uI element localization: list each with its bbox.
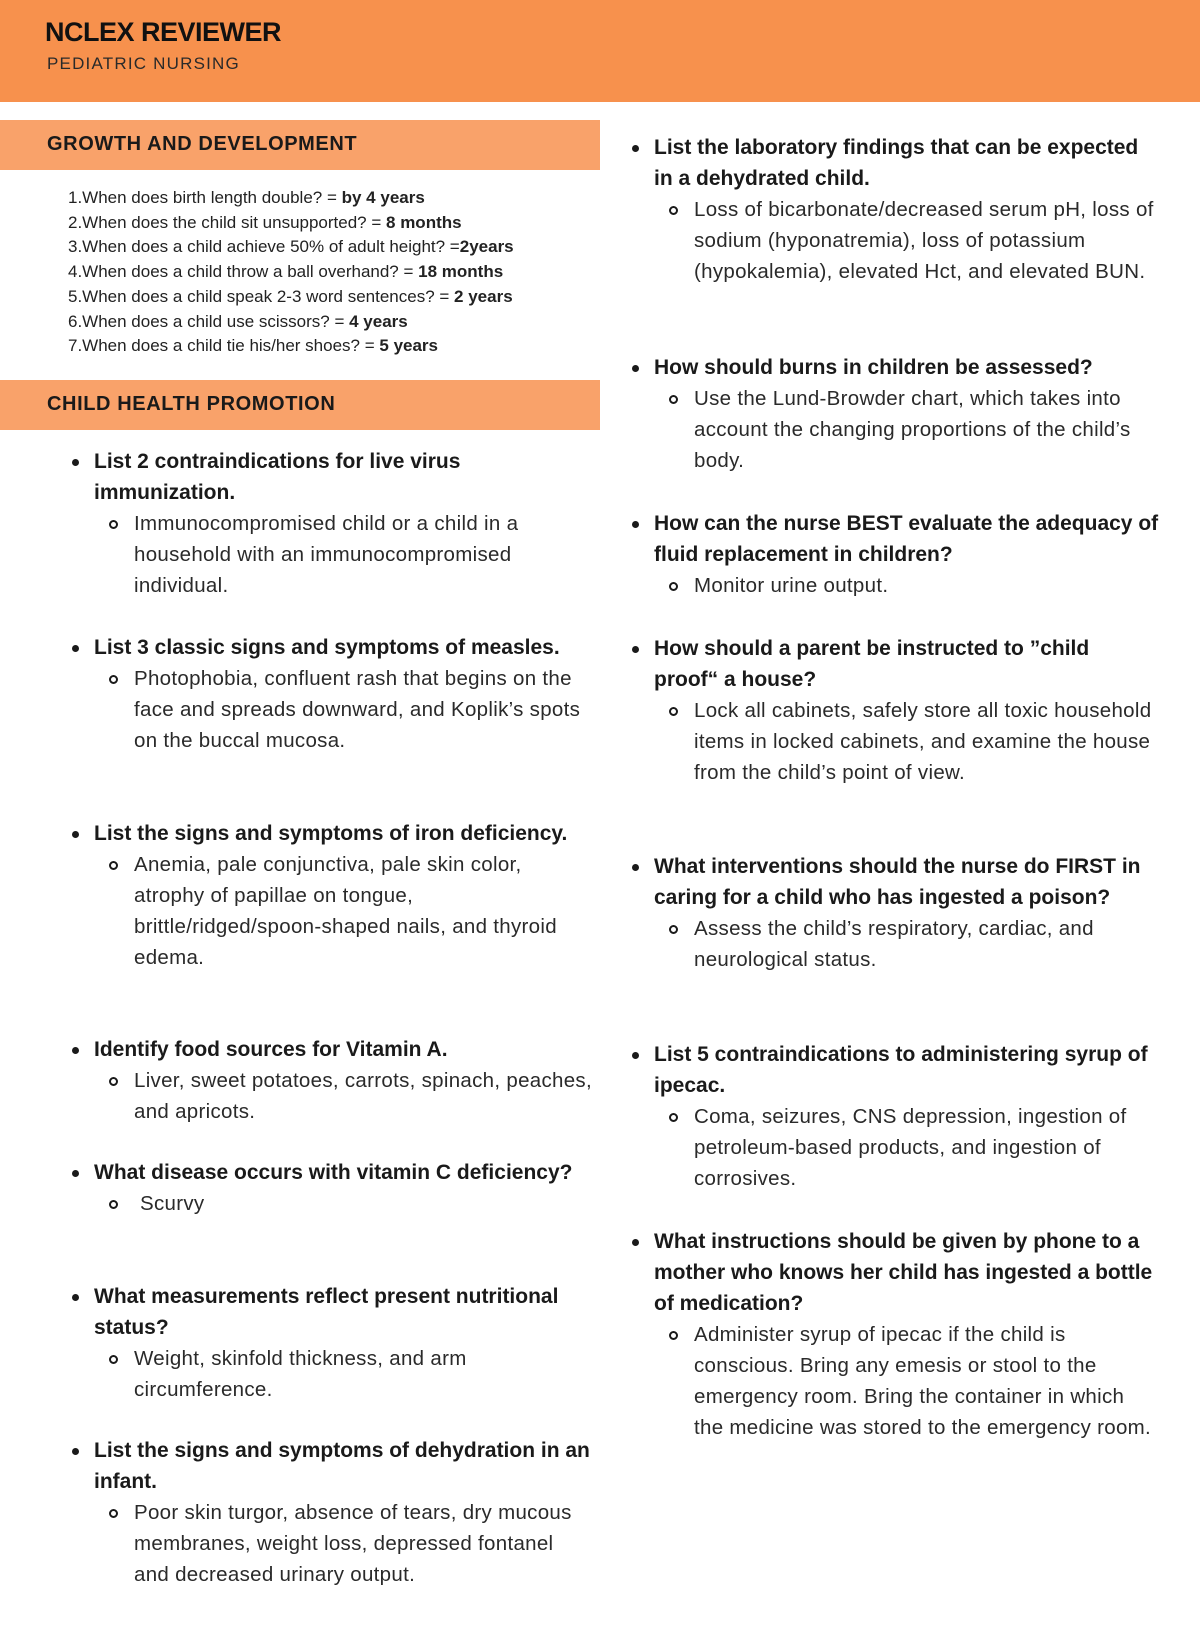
growth-question: 3.When does a child achieve 50% of adult height? = bbox=[68, 237, 460, 257]
growth-answer: 5 years bbox=[379, 336, 439, 356]
answer: Scurvy bbox=[134, 1188, 594, 1219]
page-subtitle: PEDIATRIC NURSING bbox=[47, 54, 240, 73]
left-qa-item bbox=[94, 1281, 594, 1405]
right-qa-item bbox=[654, 851, 1159, 975]
growth-item bbox=[68, 285, 608, 310]
answer: Liver, sweet potatoes, carrots, spinach, peaches, and apricots. bbox=[134, 1065, 594, 1127]
right-qa-item bbox=[654, 132, 1159, 287]
question: What disease occurs with vitamin C deficiency? bbox=[94, 1157, 594, 1188]
question: How should burns in children be assessed? bbox=[654, 352, 1159, 383]
question: List 2 contraindications for live virus immunization. bbox=[94, 446, 594, 508]
growth-question: 4.When does a child throw a ball overhand? = bbox=[68, 262, 419, 282]
answer: Lock all cabinets, safely store all toxic household items in locked cabinets, and examine the house from the child’s point of view. bbox=[694, 695, 1159, 788]
section-header-growth bbox=[0, 120, 600, 170]
left-qa-item bbox=[94, 632, 594, 756]
question: List 3 classic signs and symptoms of measles. bbox=[94, 632, 594, 663]
growth-question: 1.When does birth length double? = bbox=[68, 188, 342, 207]
growth-item bbox=[68, 235, 608, 260]
growth-list bbox=[68, 186, 608, 359]
section-title-health: CHILD HEALTH PROMOTION bbox=[47, 393, 336, 415]
growth-answer: 8 months bbox=[386, 212, 462, 232]
growth-answer: 2 years bbox=[454, 286, 513, 306]
question: List the signs and symptoms of iron deficiency. bbox=[94, 818, 594, 849]
growth-item bbox=[68, 260, 608, 285]
left-qa-item bbox=[94, 446, 594, 601]
section-title-growth: GROWTH AND DEVELOPMENT bbox=[47, 133, 358, 155]
left-qa-item bbox=[94, 818, 594, 973]
question: List the laboratory findings that can be expected in a dehydrated child. bbox=[654, 132, 1159, 194]
answer: Administer syrup of ipecac if the child is conscious. Bring any emesis or stool to the emergency room. Bring the container in which the medicine was stored to the emergency room. bbox=[694, 1319, 1159, 1443]
question: What measurements reflect present nutritional status? bbox=[94, 1281, 594, 1343]
growth-item bbox=[68, 310, 608, 335]
answer: Coma, seizures, CNS depression, ingestion of petroleum-based products, and ingestion of corrosives. bbox=[694, 1101, 1159, 1194]
right-qa-item bbox=[654, 633, 1159, 788]
question: What interventions should the nurse do FIRST in caring for a child who has ingested a poison? bbox=[654, 851, 1159, 913]
answer: Photophobia, confluent rash that begins on the face and spreads downward, and Koplik’s spots on the buccal mucosa. bbox=[134, 663, 594, 756]
right-qa-item bbox=[654, 352, 1159, 476]
question: How should a parent be instructed to ”child proof“ a house? bbox=[654, 633, 1159, 695]
growth-answer: 18 months bbox=[418, 262, 504, 282]
right-qa-item bbox=[654, 1039, 1159, 1194]
right-qa-item bbox=[654, 508, 1159, 601]
answer: Poor skin turgor, absence of tears, dry mucous membranes, weight loss, depressed fontanel and decreased urinary output. bbox=[134, 1497, 594, 1590]
page-title: NCLEX REVIEWER bbox=[45, 17, 282, 47]
section-header-health bbox=[0, 380, 600, 430]
question: What instructions should be given by phone to a mother who knows her child has ingested a bottle of medication? bbox=[654, 1226, 1159, 1319]
right-qa-item bbox=[654, 1226, 1159, 1443]
growth-item bbox=[68, 211, 608, 236]
growth-item bbox=[68, 334, 608, 359]
growth-item bbox=[68, 186, 608, 211]
growth-answer: by 4 years bbox=[341, 188, 425, 207]
left-qa-item bbox=[94, 1157, 594, 1219]
left-qa-item bbox=[94, 1034, 594, 1127]
question: List 5 contraindications to administering syrup of ipecac. bbox=[654, 1039, 1159, 1101]
growth-answer: 2years bbox=[459, 237, 514, 257]
growth-question: 6.When does a child use scissors? = bbox=[68, 311, 350, 331]
answer: Anemia, pale conjunctiva, pale skin color, atrophy of papillae on tongue, brittle/ridged/spoon-shaped nails, and thyroid edema. bbox=[134, 849, 594, 973]
answer: Monitor urine output. bbox=[694, 570, 1159, 601]
growth-answer: 4 years bbox=[349, 311, 408, 331]
answer: Weight, skinfold thickness, and arm circumference. bbox=[134, 1343, 594, 1405]
growth-question: 2.When does the child sit unsupported? = bbox=[68, 212, 387, 232]
growth-question: 7.When does a child tie his/her shoes? = bbox=[68, 336, 380, 356]
question: How can the nurse BEST evaluate the adequacy of fluid replacement in children? bbox=[654, 508, 1159, 570]
page-header bbox=[0, 0, 1200, 102]
answer: Immunocompromised child or a child in a household with an immunocompromised individual. bbox=[134, 508, 594, 601]
growth-question: 5.When does a child speak 2-3 word sentences? = bbox=[68, 286, 455, 306]
answer: Assess the child’s respiratory, cardiac, and neurological status. bbox=[694, 913, 1159, 975]
answer: Loss of bicarbonate/decreased serum pH, loss of sodium (hyponatremia), loss of potassium (hypokalemia), elevated Hct, and elevated BUN. bbox=[694, 194, 1159, 287]
question: List the signs and symptoms of dehydration in an infant. bbox=[94, 1435, 594, 1497]
question: Identify food sources for Vitamin A. bbox=[94, 1034, 594, 1065]
left-qa-item bbox=[94, 1435, 594, 1590]
answer: Use the Lund-Browder chart, which takes into account the changing proportions of the child’s body. bbox=[694, 383, 1159, 476]
